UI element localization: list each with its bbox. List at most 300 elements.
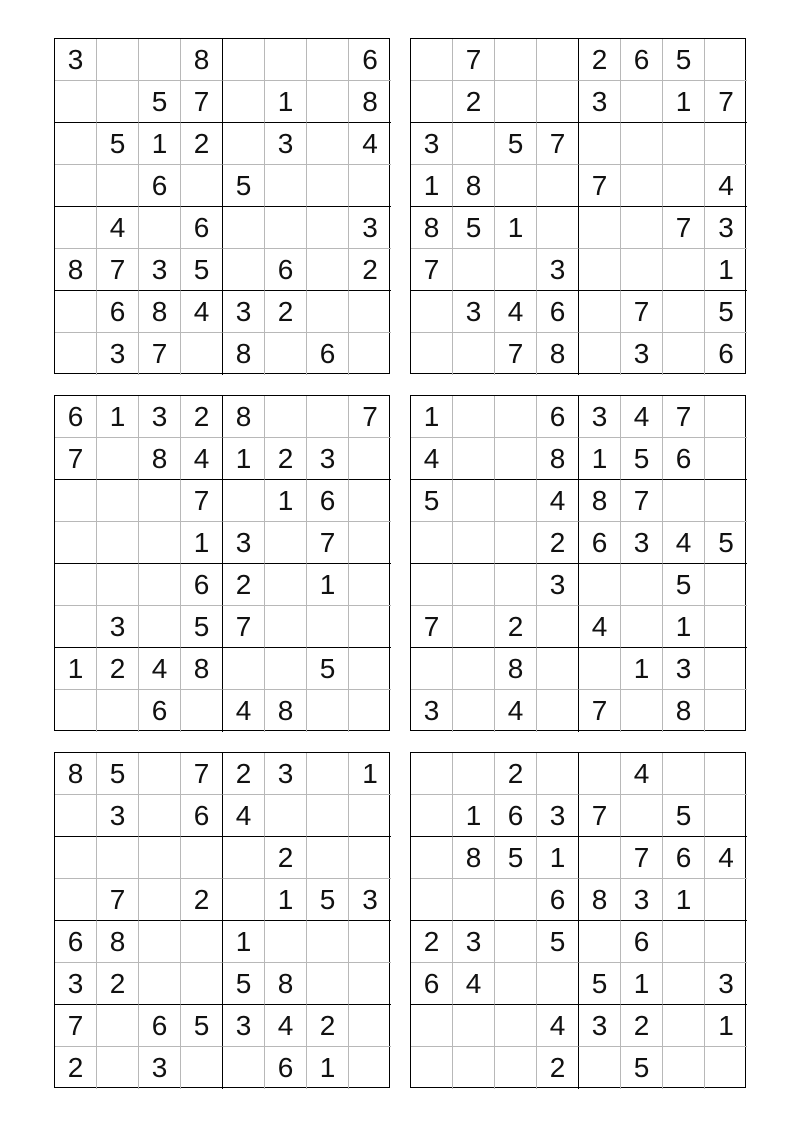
grid-cell[interactable]: 5 [621, 1047, 663, 1089]
grid-cell[interactable] [411, 648, 453, 690]
grid-cell[interactable] [97, 39, 139, 81]
grid-cell[interactable]: 2 [181, 123, 223, 165]
grid-cell[interactable]: 1 [453, 795, 495, 837]
grid-cell[interactable]: 1 [621, 648, 663, 690]
grid-cell[interactable] [349, 1005, 391, 1047]
grid-cell[interactable] [307, 921, 349, 963]
grid-cell[interactable] [265, 795, 307, 837]
grid-cell[interactable] [411, 291, 453, 333]
grid-cell[interactable] [453, 648, 495, 690]
grid-cell[interactable] [705, 606, 747, 648]
grid-cell[interactable] [223, 81, 265, 123]
grid-cell[interactable]: 3 [349, 207, 391, 249]
grid-cell[interactable]: 1 [495, 207, 537, 249]
grid-cell[interactable]: 1 [411, 165, 453, 207]
grid-cell[interactable] [411, 795, 453, 837]
grid-cell[interactable] [181, 690, 223, 732]
grid-cell[interactable] [453, 123, 495, 165]
grid-cell[interactable] [97, 438, 139, 480]
grid-cell[interactable] [495, 522, 537, 564]
grid-cell[interactable]: 7 [579, 795, 621, 837]
grid-cell[interactable]: 7 [495, 333, 537, 375]
grid-cell[interactable]: 3 [537, 795, 579, 837]
grid-cell[interactable] [349, 963, 391, 1005]
grid-cell[interactable] [453, 564, 495, 606]
grid-cell[interactable] [139, 606, 181, 648]
grid-cell[interactable] [349, 1047, 391, 1089]
grid-cell[interactable]: 2 [55, 1047, 97, 1089]
grid-cell[interactable]: 6 [55, 921, 97, 963]
grid-cell[interactable] [537, 39, 579, 81]
grid-cell[interactable] [55, 81, 97, 123]
grid-cell[interactable] [621, 690, 663, 732]
grid-cell[interactable] [621, 165, 663, 207]
grid-cell[interactable]: 3 [223, 291, 265, 333]
grid-cell[interactable] [411, 564, 453, 606]
grid-cell[interactable] [411, 753, 453, 795]
grid-cell[interactable] [663, 1047, 705, 1089]
grid-cell[interactable]: 1 [181, 522, 223, 564]
grid-cell[interactable]: 3 [55, 963, 97, 1005]
grid-cell[interactable]: 5 [663, 564, 705, 606]
grid-cell[interactable]: 8 [411, 207, 453, 249]
grid-cell[interactable] [453, 249, 495, 291]
grid-cell[interactable]: 8 [55, 753, 97, 795]
grid-cell[interactable] [223, 1047, 265, 1089]
grid-cell[interactable] [663, 480, 705, 522]
grid-cell[interactable]: 6 [411, 963, 453, 1005]
grid-cell[interactable]: 5 [181, 1005, 223, 1047]
grid-cell[interactable] [223, 39, 265, 81]
grid-cell[interactable] [411, 333, 453, 375]
grid-cell[interactable]: 6 [621, 921, 663, 963]
grid-cell[interactable]: 8 [537, 438, 579, 480]
grid-cell[interactable]: 1 [411, 396, 453, 438]
grid-cell[interactable] [55, 837, 97, 879]
grid-cell[interactable]: 2 [579, 39, 621, 81]
grid-cell[interactable] [97, 564, 139, 606]
grid-cell[interactable] [265, 165, 307, 207]
grid-cell[interactable]: 1 [705, 249, 747, 291]
grid-cell[interactable] [181, 1047, 223, 1089]
grid-cell[interactable] [579, 333, 621, 375]
grid-cell[interactable] [537, 690, 579, 732]
grid-cell[interactable]: 2 [181, 396, 223, 438]
grid-cell[interactable]: 4 [621, 396, 663, 438]
grid-cell[interactable]: 4 [579, 606, 621, 648]
grid-cell[interactable]: 1 [663, 606, 705, 648]
grid-cell[interactable] [223, 249, 265, 291]
grid-cell[interactable] [307, 81, 349, 123]
grid-cell[interactable]: 8 [349, 81, 391, 123]
grid-cell[interactable] [97, 1047, 139, 1089]
grid-cell[interactable]: 5 [537, 921, 579, 963]
grid-cell[interactable]: 2 [495, 606, 537, 648]
grid-cell[interactable] [537, 753, 579, 795]
grid-cell[interactable]: 3 [411, 690, 453, 732]
grid-cell[interactable]: 2 [223, 753, 265, 795]
grid-cell[interactable]: 2 [181, 879, 223, 921]
grid-cell[interactable]: 8 [181, 648, 223, 690]
grid-cell[interactable]: 3 [265, 123, 307, 165]
grid-cell[interactable]: 3 [55, 39, 97, 81]
grid-cell[interactable] [265, 207, 307, 249]
grid-cell[interactable]: 1 [223, 921, 265, 963]
grid-cell[interactable]: 4 [705, 837, 747, 879]
grid-cell[interactable] [55, 333, 97, 375]
grid-cell[interactable]: 3 [139, 396, 181, 438]
grid-cell[interactable]: 1 [265, 879, 307, 921]
grid-cell[interactable]: 6 [181, 795, 223, 837]
grid-cell[interactable]: 5 [705, 291, 747, 333]
grid-cell[interactable] [705, 1047, 747, 1089]
grid-cell[interactable] [621, 207, 663, 249]
grid-cell[interactable] [97, 837, 139, 879]
grid-cell[interactable] [349, 648, 391, 690]
grid-cell[interactable] [579, 249, 621, 291]
grid-cell[interactable]: 3 [223, 522, 265, 564]
grid-cell[interactable]: 8 [181, 39, 223, 81]
grid-cell[interactable] [537, 963, 579, 1005]
grid-cell[interactable]: 4 [663, 522, 705, 564]
grid-cell[interactable] [705, 123, 747, 165]
grid-cell[interactable]: 8 [223, 396, 265, 438]
grid-cell[interactable]: 5 [97, 753, 139, 795]
grid-cell[interactable] [537, 606, 579, 648]
grid-cell[interactable]: 4 [537, 1005, 579, 1047]
grid-cell[interactable]: 6 [55, 396, 97, 438]
grid-cell[interactable] [411, 81, 453, 123]
grid-cell[interactable] [621, 81, 663, 123]
grid-cell[interactable] [349, 921, 391, 963]
grid-cell[interactable]: 3 [97, 795, 139, 837]
grid-cell[interactable] [307, 165, 349, 207]
grid-cell[interactable] [705, 438, 747, 480]
grid-cell[interactable]: 2 [307, 1005, 349, 1047]
grid-cell[interactable] [265, 606, 307, 648]
grid-cell[interactable]: 1 [265, 480, 307, 522]
grid-cell[interactable] [349, 606, 391, 648]
grid-cell[interactable] [579, 921, 621, 963]
grid-cell[interactable] [705, 39, 747, 81]
grid-cell[interactable]: 7 [663, 207, 705, 249]
grid-cell[interactable] [139, 480, 181, 522]
grid-cell[interactable] [139, 921, 181, 963]
grid-cell[interactable] [139, 207, 181, 249]
grid-cell[interactable]: 3 [139, 249, 181, 291]
grid-cell[interactable] [55, 606, 97, 648]
grid-cell[interactable] [705, 396, 747, 438]
grid-cell[interactable] [663, 123, 705, 165]
grid-cell[interactable]: 2 [537, 522, 579, 564]
grid-cell[interactable] [495, 963, 537, 1005]
grid-cell[interactable]: 6 [663, 837, 705, 879]
grid-cell[interactable] [265, 522, 307, 564]
grid-cell[interactable] [181, 837, 223, 879]
grid-cell[interactable]: 7 [181, 753, 223, 795]
grid-cell[interactable] [495, 39, 537, 81]
grid-cell[interactable]: 5 [223, 963, 265, 1005]
grid-cell[interactable] [181, 165, 223, 207]
grid-cell[interactable]: 3 [97, 333, 139, 375]
grid-cell[interactable] [55, 795, 97, 837]
grid-cell[interactable] [537, 207, 579, 249]
grid-cell[interactable] [223, 837, 265, 879]
grid-cell[interactable] [579, 753, 621, 795]
grid-cell[interactable] [139, 39, 181, 81]
grid-cell[interactable]: 6 [307, 333, 349, 375]
grid-cell[interactable] [537, 81, 579, 123]
grid-cell[interactable] [349, 795, 391, 837]
grid-cell[interactable] [579, 291, 621, 333]
grid-cell[interactable] [265, 39, 307, 81]
grid-cell[interactable] [411, 879, 453, 921]
grid-cell[interactable]: 7 [537, 123, 579, 165]
grid-cell[interactable]: 7 [621, 291, 663, 333]
grid-cell[interactable]: 3 [663, 648, 705, 690]
grid-cell[interactable] [265, 921, 307, 963]
grid-cell[interactable] [495, 564, 537, 606]
grid-cell[interactable] [453, 522, 495, 564]
grid-cell[interactable]: 7 [349, 396, 391, 438]
grid-cell[interactable] [139, 837, 181, 879]
grid-cell[interactable] [307, 39, 349, 81]
grid-cell[interactable] [705, 690, 747, 732]
grid-cell[interactable]: 6 [307, 480, 349, 522]
grid-cell[interactable] [411, 1047, 453, 1089]
grid-cell[interactable] [307, 753, 349, 795]
grid-cell[interactable]: 8 [579, 879, 621, 921]
grid-cell[interactable]: 8 [139, 438, 181, 480]
grid-cell[interactable] [223, 123, 265, 165]
grid-cell[interactable]: 1 [139, 123, 181, 165]
grid-cell[interactable]: 7 [663, 396, 705, 438]
grid-cell[interactable] [139, 795, 181, 837]
grid-cell[interactable]: 1 [663, 879, 705, 921]
grid-cell[interactable]: 3 [139, 1047, 181, 1089]
grid-cell[interactable] [349, 480, 391, 522]
grid-cell[interactable]: 3 [579, 1005, 621, 1047]
grid-cell[interactable]: 5 [705, 522, 747, 564]
grid-cell[interactable] [453, 480, 495, 522]
grid-cell[interactable]: 5 [181, 606, 223, 648]
grid-cell[interactable] [349, 438, 391, 480]
grid-cell[interactable]: 7 [579, 165, 621, 207]
grid-cell[interactable] [181, 921, 223, 963]
grid-cell[interactable]: 4 [537, 480, 579, 522]
grid-cell[interactable]: 1 [55, 648, 97, 690]
grid-cell[interactable]: 8 [223, 333, 265, 375]
grid-cell[interactable] [453, 1047, 495, 1089]
grid-cell[interactable]: 3 [537, 249, 579, 291]
grid-cell[interactable]: 1 [265, 81, 307, 123]
grid-cell[interactable]: 3 [307, 438, 349, 480]
grid-cell[interactable]: 5 [307, 879, 349, 921]
grid-cell[interactable]: 1 [97, 396, 139, 438]
grid-cell[interactable] [55, 123, 97, 165]
grid-cell[interactable]: 8 [55, 249, 97, 291]
grid-cell[interactable]: 3 [453, 291, 495, 333]
grid-cell[interactable]: 1 [307, 564, 349, 606]
grid-cell[interactable] [139, 753, 181, 795]
grid-cell[interactable]: 3 [97, 606, 139, 648]
grid-cell[interactable]: 5 [453, 207, 495, 249]
grid-cell[interactable]: 8 [453, 837, 495, 879]
grid-cell[interactable] [621, 123, 663, 165]
grid-cell[interactable]: 3 [223, 1005, 265, 1047]
grid-cell[interactable]: 7 [181, 480, 223, 522]
grid-cell[interactable] [663, 291, 705, 333]
grid-cell[interactable]: 7 [139, 333, 181, 375]
grid-cell[interactable] [349, 564, 391, 606]
grid-cell[interactable] [55, 522, 97, 564]
grid-cell[interactable]: 4 [97, 207, 139, 249]
grid-cell[interactable] [663, 963, 705, 1005]
grid-cell[interactable]: 2 [223, 564, 265, 606]
grid-cell[interactable] [663, 921, 705, 963]
grid-cell[interactable]: 3 [537, 564, 579, 606]
grid-cell[interactable]: 2 [265, 837, 307, 879]
grid-cell[interactable]: 8 [537, 333, 579, 375]
grid-cell[interactable]: 7 [55, 438, 97, 480]
grid-cell[interactable]: 2 [411, 921, 453, 963]
grid-cell[interactable] [307, 606, 349, 648]
grid-cell[interactable] [349, 333, 391, 375]
grid-cell[interactable] [705, 921, 747, 963]
grid-cell[interactable]: 7 [579, 690, 621, 732]
grid-cell[interactable]: 3 [621, 879, 663, 921]
grid-cell[interactable]: 3 [579, 396, 621, 438]
grid-cell[interactable]: 4 [223, 795, 265, 837]
grid-cell[interactable]: 8 [663, 690, 705, 732]
grid-cell[interactable] [453, 1005, 495, 1047]
grid-cell[interactable]: 7 [621, 480, 663, 522]
grid-cell[interactable] [307, 837, 349, 879]
grid-cell[interactable]: 3 [453, 921, 495, 963]
grid-cell[interactable]: 6 [663, 438, 705, 480]
grid-cell[interactable]: 3 [621, 522, 663, 564]
grid-cell[interactable]: 2 [97, 648, 139, 690]
grid-cell[interactable]: 6 [537, 879, 579, 921]
grid-cell[interactable] [139, 879, 181, 921]
grid-cell[interactable]: 4 [495, 690, 537, 732]
grid-cell[interactable]: 2 [621, 1005, 663, 1047]
grid-cell[interactable] [453, 753, 495, 795]
grid-cell[interactable]: 6 [579, 522, 621, 564]
grid-cell[interactable]: 4 [705, 165, 747, 207]
grid-cell[interactable]: 3 [705, 207, 747, 249]
grid-cell[interactable] [579, 1047, 621, 1089]
grid-cell[interactable] [495, 165, 537, 207]
grid-cell[interactable] [621, 606, 663, 648]
grid-cell[interactable]: 4 [265, 1005, 307, 1047]
grid-cell[interactable]: 5 [411, 480, 453, 522]
grid-cell[interactable] [495, 1005, 537, 1047]
grid-cell[interactable] [705, 753, 747, 795]
grid-cell[interactable] [97, 690, 139, 732]
grid-cell[interactable] [97, 165, 139, 207]
grid-cell[interactable] [621, 249, 663, 291]
grid-cell[interactable]: 3 [579, 81, 621, 123]
grid-cell[interactable] [579, 123, 621, 165]
grid-cell[interactable] [97, 81, 139, 123]
grid-cell[interactable] [265, 333, 307, 375]
grid-cell[interactable] [663, 753, 705, 795]
grid-cell[interactable]: 8 [265, 963, 307, 1005]
grid-cell[interactable] [223, 648, 265, 690]
grid-cell[interactable] [453, 333, 495, 375]
grid-cell[interactable]: 7 [411, 249, 453, 291]
grid-cell[interactable] [55, 879, 97, 921]
grid-cell[interactable] [579, 564, 621, 606]
grid-cell[interactable]: 1 [579, 438, 621, 480]
grid-cell[interactable] [139, 564, 181, 606]
grid-cell[interactable] [97, 1005, 139, 1047]
grid-cell[interactable]: 1 [705, 1005, 747, 1047]
grid-cell[interactable]: 6 [181, 564, 223, 606]
grid-cell[interactable] [349, 522, 391, 564]
grid-cell[interactable]: 3 [705, 963, 747, 1005]
grid-cell[interactable] [265, 648, 307, 690]
grid-cell[interactable] [411, 1005, 453, 1047]
grid-cell[interactable] [621, 795, 663, 837]
grid-cell[interactable] [579, 207, 621, 249]
grid-cell[interactable] [495, 879, 537, 921]
grid-cell[interactable] [453, 396, 495, 438]
grid-cell[interactable]: 3 [265, 753, 307, 795]
grid-cell[interactable] [705, 648, 747, 690]
grid-cell[interactable]: 5 [307, 648, 349, 690]
grid-cell[interactable]: 4 [495, 291, 537, 333]
grid-cell[interactable] [411, 837, 453, 879]
grid-cell[interactable] [97, 522, 139, 564]
grid-cell[interactable]: 2 [265, 438, 307, 480]
grid-cell[interactable]: 4 [411, 438, 453, 480]
grid-cell[interactable]: 7 [55, 1005, 97, 1047]
grid-cell[interactable] [265, 564, 307, 606]
grid-cell[interactable]: 8 [453, 165, 495, 207]
grid-cell[interactable] [705, 795, 747, 837]
grid-cell[interactable]: 6 [349, 39, 391, 81]
grid-cell[interactable]: 5 [181, 249, 223, 291]
grid-cell[interactable] [307, 396, 349, 438]
grid-cell[interactable] [349, 690, 391, 732]
grid-cell[interactable] [139, 963, 181, 1005]
grid-cell[interactable]: 7 [453, 39, 495, 81]
grid-cell[interactable] [537, 165, 579, 207]
grid-cell[interactable] [663, 165, 705, 207]
grid-cell[interactable] [349, 291, 391, 333]
grid-cell[interactable]: 1 [621, 963, 663, 1005]
grid-cell[interactable]: 5 [139, 81, 181, 123]
grid-cell[interactable]: 7 [223, 606, 265, 648]
grid-cell[interactable] [495, 1047, 537, 1089]
grid-cell[interactable]: 2 [349, 249, 391, 291]
grid-cell[interactable] [579, 837, 621, 879]
grid-cell[interactable] [55, 165, 97, 207]
grid-cell[interactable]: 4 [349, 123, 391, 165]
grid-cell[interactable]: 5 [663, 795, 705, 837]
grid-cell[interactable] [495, 396, 537, 438]
grid-cell[interactable]: 5 [579, 963, 621, 1005]
grid-cell[interactable] [139, 522, 181, 564]
grid-cell[interactable] [705, 879, 747, 921]
grid-cell[interactable]: 4 [181, 438, 223, 480]
grid-cell[interactable] [495, 438, 537, 480]
grid-cell[interactable]: 6 [537, 396, 579, 438]
grid-cell[interactable]: 2 [265, 291, 307, 333]
grid-cell[interactable]: 2 [97, 963, 139, 1005]
